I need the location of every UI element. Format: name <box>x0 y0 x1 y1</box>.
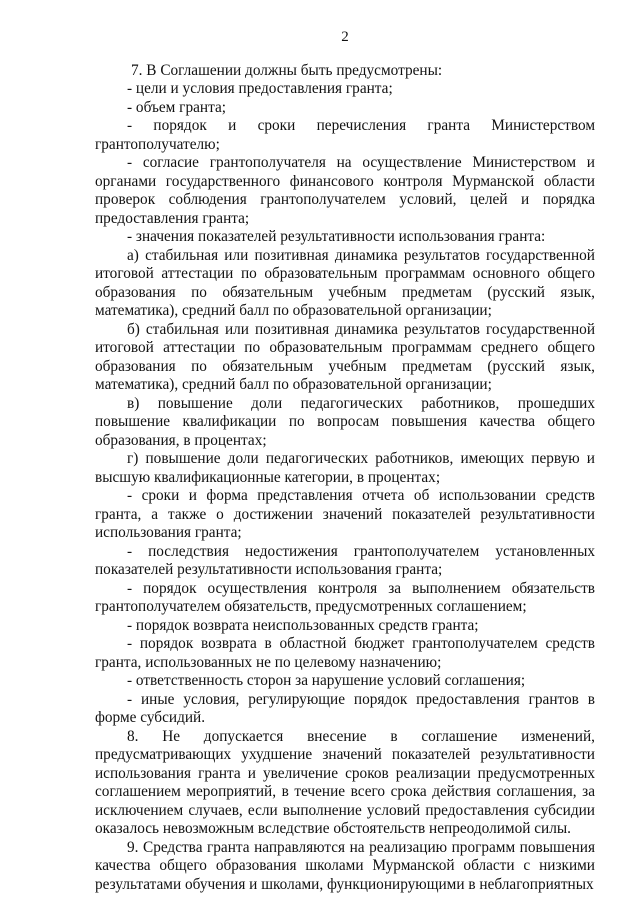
paragraph: - порядок осуществления контроля за выполнением обязательств грантополучателем обязательств, предусмотренных соглашением; <box>95 579 595 615</box>
paragraph: - сроки и форма представления отчета об использовании средств гранта, а также о достижении значений показателей результативности использования гранта; <box>95 487 595 541</box>
paragraph: а) стабильная или позитивная динамика результатов государственной итоговой аттестации по образовательным программам основного общего образования по обязательным учебным предметам (русский язык, математика), средний балл по образовательной организации; <box>95 246 595 319</box>
paragraph: - значения показателей результативности использования гранта: <box>127 228 546 245</box>
document-page <box>95 28 595 894</box>
paragraph: - цели и условия предоставления гранта; <box>127 80 393 97</box>
paragraph: - иные условия, регулирующие порядок предоставления грантов в форме субсидий. <box>95 690 595 726</box>
paragraph: 7. В Соглашении должны быть предусмотрены: <box>131 61 443 79</box>
paragraph: 8. Не допускается внесение в соглашение изменений, предусматривающих ухудшение значений показателей результативности использования гранта и увеличение сроков реализации предусмотренных соглашением мероприятий, в течение всего срока действия соглашения, за исключением случаев, если выполнение условий предоставления субсидии оказалось невозможным вследствие обстоятельств непреодолимой силы. <box>95 727 595 837</box>
paragraph: г) повышение доли педагогических работников, имеющих первую и высшую квалификационные категории, в процентах; <box>95 450 595 486</box>
paragraph: 9. Средства гранта направляются на реализацию программ повышения качества общего образования школами Мурманской области с низкими результатами обучения и школами, функционирующими в неблагоприятных <box>95 838 595 893</box>
paragraph: - объем гранта; <box>127 98 226 116</box>
paragraph: - порядок и сроки перечисления гранта Министерством грантополучателю; <box>95 117 595 153</box>
paragraph: - ответственность сторон за нарушение условий соглашения; <box>127 672 526 689</box>
paragraph: б) стабильная или позитивная динамика результатов государственной итоговой аттестации по образовательным программам среднего общего образования по обязательным учебным предметам (русский язык, математика), средний балл по образовательной организации; <box>95 320 595 393</box>
paragraph: - согласие грантополучателя на осуществление Министерством и органами государственного финансового контроля Мурманской области проверок соблюдения грантополучателем условий, целей и порядка предоставления гранта; <box>95 154 595 227</box>
paragraph: - порядок возврата в областной бюджет грантополучателем средств гранта, использованных не по целевому назначению; <box>95 635 595 671</box>
paragraph: - порядок возврата неиспользованных средств гранта; <box>127 616 479 634</box>
paragraph: - последствия недостижения грантополучателем установленных показателей результативности использования гранта; <box>95 542 595 578</box>
page-number: 2 <box>341 29 349 45</box>
paragraph: в) повышение доли педагогических работников, прошедших повышение квалификации по вопросам повышения качества общего образования, в процентах; <box>95 394 595 449</box>
